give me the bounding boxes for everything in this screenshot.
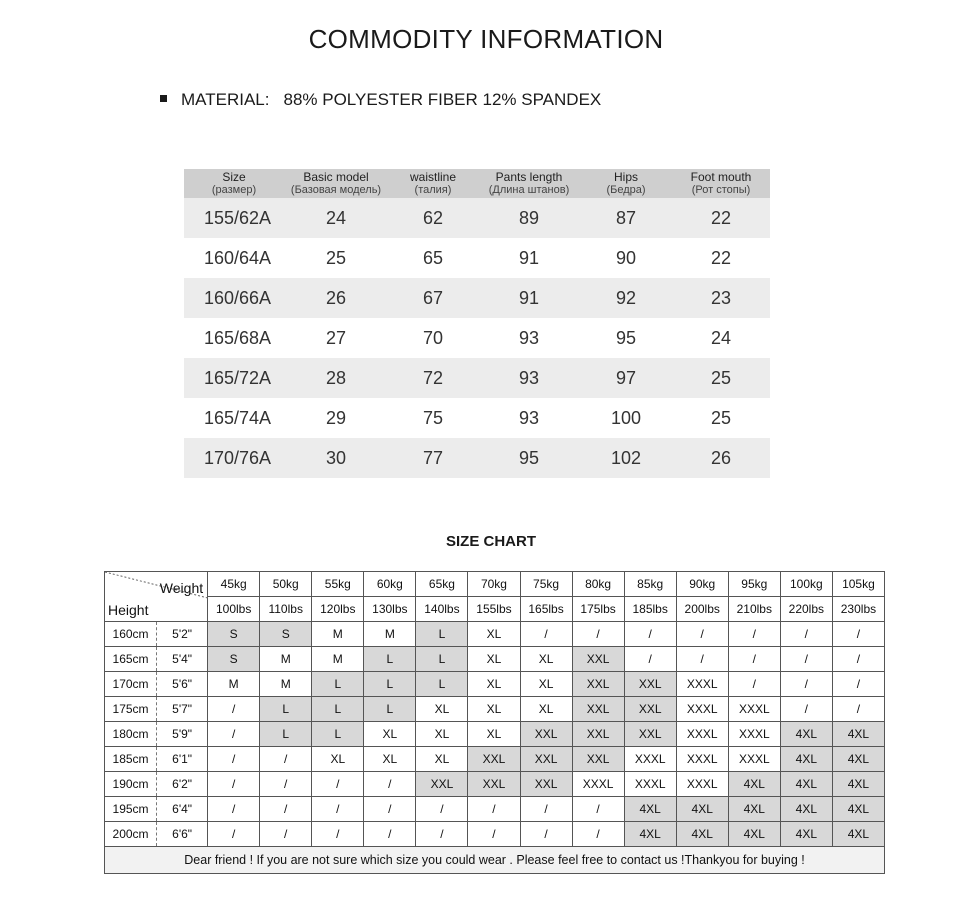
height-cm: 160cm [105,622,157,647]
weight-lbs-header: 220lbs [780,597,832,622]
size-cell: L [416,622,468,647]
spec-row [184,438,770,478]
size-cell: / [208,697,260,722]
weight-lbs-header: 165lbs [520,597,572,622]
size-cell: XXL [624,672,676,697]
spec-cell: 87 [580,198,672,238]
size-chart-footer: Dear friend ! If you are not sure which size you could wear . Please feel free to contact us !Thankyou for buying ! [105,847,885,874]
size-cell: XXL [520,722,572,747]
weight-lbs-header: 130lbs [364,597,416,622]
size-chart-corner [105,572,208,622]
weight-kg-header: 80kg [572,572,624,597]
size-chart-row [105,622,885,647]
weight-kg-header: 45kg [208,572,260,597]
size-cell: / [728,622,780,647]
weight-kg-header: 65kg [416,572,468,597]
spec-row [184,238,770,278]
weight-kg-header: 75kg [520,572,572,597]
spec-header-3 [478,169,580,198]
size-cell: S [208,647,260,672]
spec-cell: 77 [388,438,478,478]
spec-cell: 30 [284,438,388,478]
spec-cell: 160/64A [184,238,284,278]
spec-cell: 92 [580,278,672,318]
height-cm: 175cm [105,697,157,722]
height-ft: 5'2" [157,622,208,647]
size-cell: XXL [572,747,624,772]
material-value: 88% POLYESTER FIBER 12% SPANDEX [283,90,602,109]
size-cell: / [416,822,468,847]
size-cell: / [208,722,260,747]
size-cell: / [416,797,468,822]
spec-cell: 25 [284,238,388,278]
size-cell: XXXL [728,747,780,772]
size-cell: L [416,672,468,697]
size-cell: XL [416,722,468,747]
size-chart-title: SIZE CHART [446,533,536,550]
height-ft: 5'4" [157,647,208,672]
spec-cell: 24 [672,318,770,358]
size-cell: 4XL [832,747,884,772]
spec-header-sub: (Рот стопы) [691,183,751,196]
weight-axis-label: Weight [159,580,204,596]
spec-cell: 75 [388,398,478,438]
size-cell: / [364,822,416,847]
size-cell: XXXL [676,772,728,797]
spec-cell: 22 [672,238,770,278]
size-cell: / [520,797,572,822]
weight-lbs-header: 230lbs [832,597,884,622]
spec-cell: 29 [284,398,388,438]
size-cell: / [780,672,832,697]
spec-cell: 25 [672,358,770,398]
size-cell: XL [468,672,520,697]
weight-kg-header: 55kg [312,572,364,597]
spec-cell: 91 [478,278,580,318]
size-cell: / [312,822,364,847]
height-cm: 165cm [105,647,157,672]
size-cell: S [208,622,260,647]
weight-lbs-header: 200lbs [676,597,728,622]
size-cell: / [572,797,624,822]
size-cell: XL [520,647,572,672]
size-cell: / [312,797,364,822]
weight-lbs-header: 175lbs [572,597,624,622]
spec-cell: 28 [284,358,388,398]
size-cell: 4XL [728,822,780,847]
size-cell: / [520,822,572,847]
spec-row [184,398,770,438]
material-line [160,90,601,110]
size-cell: / [676,622,728,647]
spec-header-4 [580,169,672,198]
spec-header-sub: (Базовая модель) [290,183,382,196]
weight-kg-header: 85kg [624,572,676,597]
size-cell: / [468,822,520,847]
size-cell: XXXL [676,697,728,722]
size-cell: XXXL [624,772,676,797]
size-cell: XXL [416,772,468,797]
size-cell: 4XL [780,747,832,772]
size-cell: 4XL [832,772,884,797]
size-chart-row [105,697,885,722]
size-cell: XXXL [676,722,728,747]
material-label: MATERIAL: [181,90,270,109]
height-cm: 195cm [105,797,157,822]
size-cell: XL [468,697,520,722]
size-cell: 4XL [780,797,832,822]
spec-header-sub: (талия) [414,183,452,196]
spec-cell: 155/62A [184,198,284,238]
size-cell: XL [416,747,468,772]
size-cell: M [260,672,312,697]
size-cell: / [832,622,884,647]
spec-cell: 26 [672,438,770,478]
spec-row [184,278,770,318]
size-cell: M [312,647,364,672]
size-cell: / [208,772,260,797]
size-cell: XXL [520,747,572,772]
size-cell: XL [520,697,572,722]
height-ft: 6'6" [157,822,208,847]
spec-cell: 100 [580,398,672,438]
spec-cell: 89 [478,198,580,238]
spec-header-sub: (Длина штанов) [488,183,570,196]
size-cell: XL [312,747,364,772]
size-cell: XXL [520,772,572,797]
size-chart-row [105,722,885,747]
size-cell: / [832,697,884,722]
spec-header-1 [284,169,388,198]
size-cell: / [208,747,260,772]
spec-cell: 93 [478,318,580,358]
spec-header-sub: (размер) [211,183,257,196]
spec-cell: 25 [672,398,770,438]
bullet-icon [160,95,167,102]
spec-header-0 [184,169,284,198]
size-cell: 4XL [728,772,780,797]
size-chart-footer-row [105,847,885,874]
spec-cell: 65 [388,238,478,278]
height-ft: 6'4" [157,797,208,822]
size-cell: / [832,647,884,672]
size-cell: M [312,622,364,647]
size-cell: / [208,822,260,847]
size-cell: XL [468,622,520,647]
size-cell: / [728,647,780,672]
height-ft: 5'7" [157,697,208,722]
size-cell: XXXL [624,747,676,772]
spec-cell: 160/66A [184,278,284,318]
size-cell: XXL [624,722,676,747]
height-ft: 6'1" [157,747,208,772]
size-cell: L [260,697,312,722]
size-cell: 4XL [832,797,884,822]
spec-row [184,358,770,398]
weight-kg-header: 70kg [468,572,520,597]
spec-cell: 93 [478,358,580,398]
size-cell: XXL [572,697,624,722]
spec-cell: 165/72A [184,358,284,398]
size-cell: / [260,797,312,822]
size-cell: XXL [572,722,624,747]
spec-cell: 67 [388,278,478,318]
height-ft: 5'6" [157,672,208,697]
size-cell: XXL [624,697,676,722]
weight-lbs-header: 100lbs [208,597,260,622]
spec-cell: 165/74A [184,398,284,438]
size-cell: / [624,622,676,647]
weight-lbs-header: 140lbs [416,597,468,622]
size-chart-row [105,797,885,822]
height-ft: 5'9" [157,722,208,747]
size-cell: 4XL [780,772,832,797]
spec-header-main: Size [222,169,246,184]
size-cell: 4XL [832,722,884,747]
spec-header-main: Hips [613,169,638,184]
size-cell: / [676,647,728,672]
spec-header-2 [388,169,478,198]
spec-cell: 95 [478,438,580,478]
spec-row [184,318,770,358]
weight-kg-header: 105kg [832,572,884,597]
size-cell: 4XL [780,722,832,747]
spec-cell: 26 [284,278,388,318]
size-cell: 4XL [728,797,780,822]
size-cell: XXXL [728,697,780,722]
size-cell: XXL [572,647,624,672]
height-ft: 6'2" [157,772,208,797]
size-cell: 4XL [832,822,884,847]
size-chart-row [105,772,885,797]
weight-kg-header: 90kg [676,572,728,597]
weight-kg-header: 100kg [780,572,832,597]
size-cell: / [520,622,572,647]
size-cell: XL [520,672,572,697]
height-cm: 200cm [105,822,157,847]
size-cell: 4XL [624,797,676,822]
size-cell: / [780,697,832,722]
spec-cell: 24 [284,198,388,238]
size-cell: L [416,647,468,672]
spec-header-sub: (Бедра) [606,183,646,196]
size-cell: L [364,647,416,672]
spec-header-main: Foot mouth [690,169,752,184]
height-cm: 170cm [105,672,157,697]
size-cell: L [364,697,416,722]
weight-kg-header: 95kg [728,572,780,597]
size-cell: XXXL [572,772,624,797]
spec-cell: 97 [580,358,672,398]
size-cell: XL [468,647,520,672]
weight-lbs-header: 185lbs [624,597,676,622]
size-cell: L [312,672,364,697]
size-cell: XXXL [676,672,728,697]
size-cell: / [780,647,832,672]
spec-header-5 [672,169,770,198]
size-cell: XXL [572,672,624,697]
size-cell: L [312,697,364,722]
weight-lbs-header: 210lbs [728,597,780,622]
size-cell: M [260,647,312,672]
spec-cell: 23 [672,278,770,318]
size-cell: / [624,647,676,672]
size-cell: M [364,622,416,647]
size-cell: XXL [468,772,520,797]
size-cell: XXL [468,747,520,772]
spec-cell: 102 [580,438,672,478]
size-cell: / [312,772,364,797]
spec-cell: 165/68A [184,318,284,358]
page-title: COMMODITY INFORMATION [308,24,664,54]
height-cm: 190cm [105,772,157,797]
spec-cell: 22 [672,198,770,238]
size-cell: L [260,722,312,747]
size-cell: / [260,772,312,797]
size-cell: / [208,797,260,822]
spec-cell: 62 [388,198,478,238]
size-chart-row [105,672,885,697]
height-axis-label: Height [108,602,149,618]
size-cell: / [832,672,884,697]
weight-lbs-header: 120lbs [312,597,364,622]
spec-cell: 27 [284,318,388,358]
size-cell: XXXL [728,722,780,747]
size-cell: XL [364,722,416,747]
size-chart-row [105,747,885,772]
weight-kg-header: 50kg [260,572,312,597]
spec-cell: 70 [388,318,478,358]
spec-header-main: Basic model [303,169,369,184]
size-cell: 4XL [676,822,728,847]
size-cell: 4XL [624,822,676,847]
spec-table [184,169,770,478]
size-cell: M [208,672,260,697]
spec-row [184,198,770,238]
spec-cell: 72 [388,358,478,398]
spec-cell: 90 [580,238,672,278]
size-cell: XXXL [676,747,728,772]
size-cell: / [260,822,312,847]
size-cell: 4XL [780,822,832,847]
size-cell: / [468,797,520,822]
weight-kg-header: 60kg [364,572,416,597]
size-cell: XL [364,747,416,772]
spec-cell: 93 [478,398,580,438]
size-cell: 4XL [676,797,728,822]
size-chart-row [105,822,885,847]
size-cell: S [260,622,312,647]
size-cell: / [260,747,312,772]
spec-header-main: waistline [409,169,457,184]
size-cell: / [364,772,416,797]
weight-lbs-header: 110lbs [260,597,312,622]
size-chart-table [104,571,885,874]
size-cell: XL [416,697,468,722]
weight-lbs-header: 155lbs [468,597,520,622]
size-cell: XL [468,722,520,747]
size-cell: / [728,672,780,697]
size-cell: L [312,722,364,747]
spec-cell: 91 [478,238,580,278]
size-cell: / [572,822,624,847]
spec-cell: 170/76A [184,438,284,478]
size-cell: L [364,672,416,697]
size-cell: / [572,622,624,647]
size-chart-row [105,647,885,672]
size-cell: / [364,797,416,822]
size-cell: / [780,622,832,647]
spec-header-main: Pants length [495,169,563,184]
height-cm: 185cm [105,747,157,772]
spec-cell: 95 [580,318,672,358]
height-cm: 180cm [105,722,157,747]
